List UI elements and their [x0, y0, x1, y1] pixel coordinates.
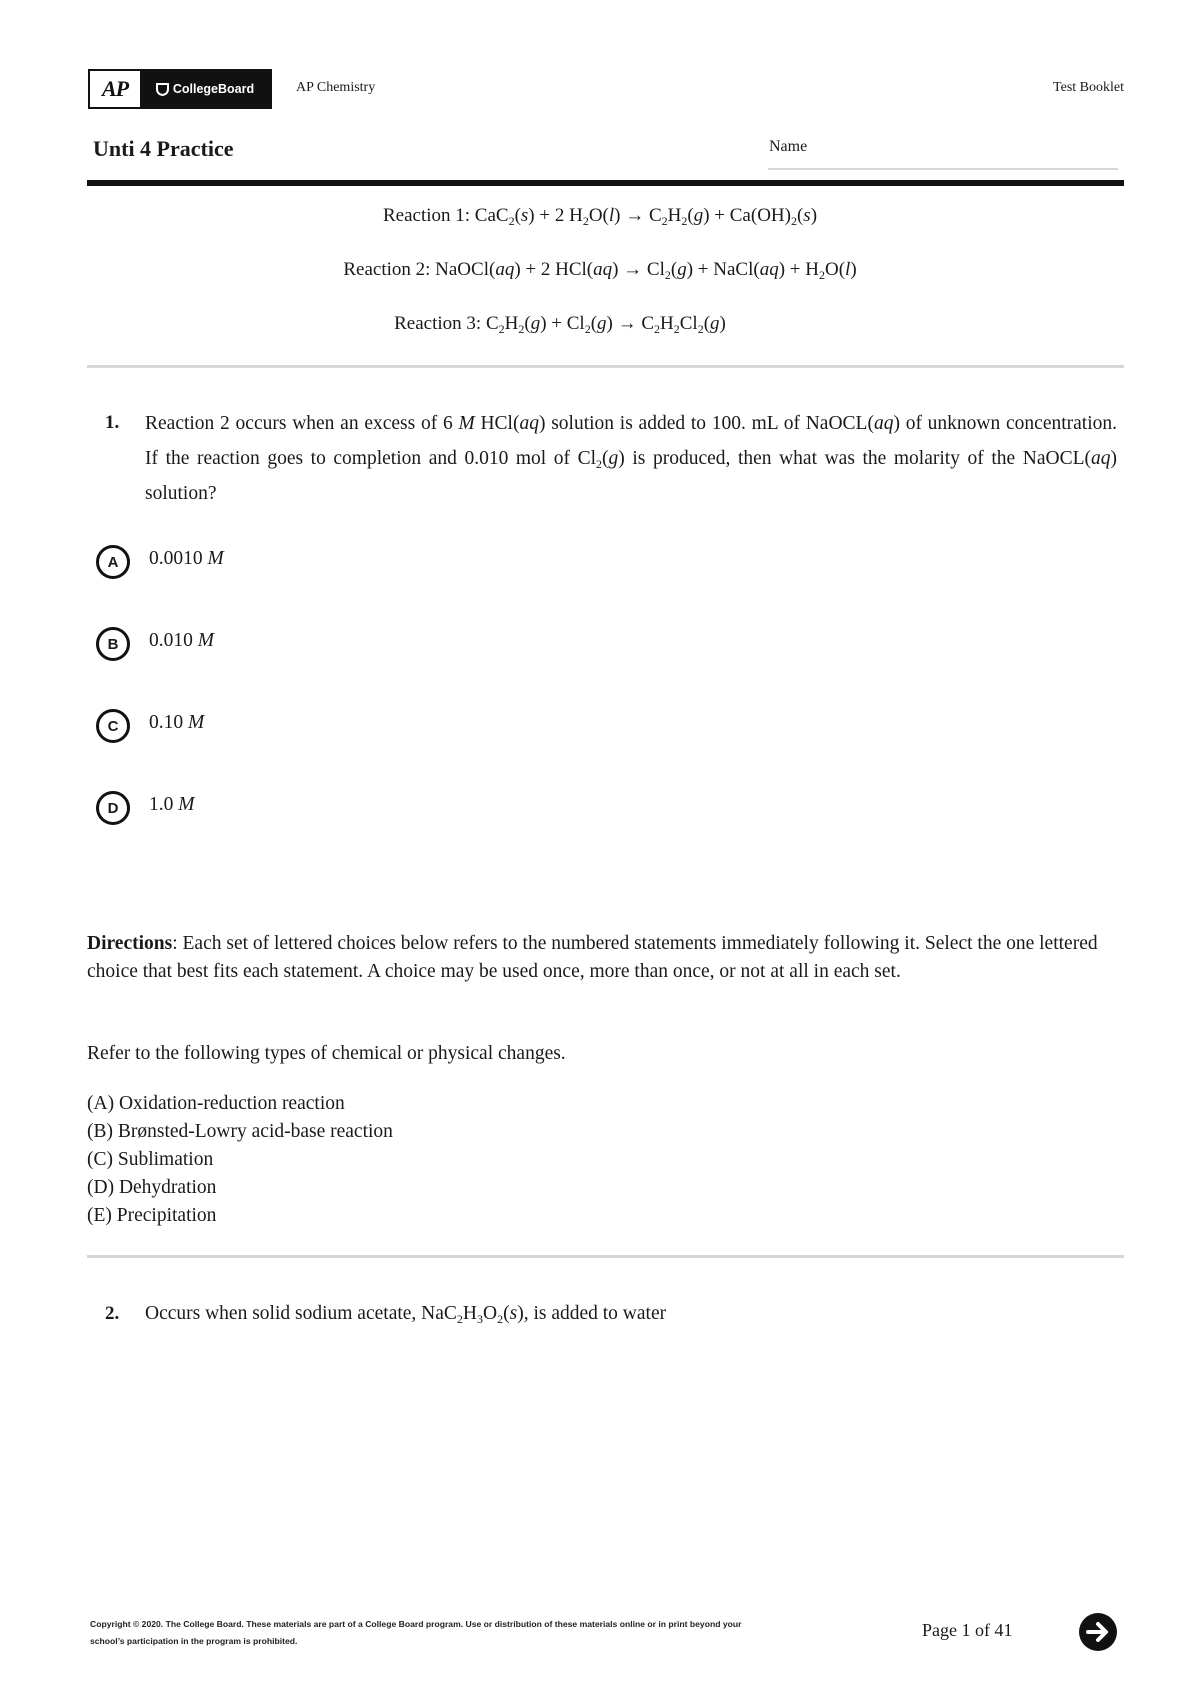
directions-text: : Each set of lettered choices below refers to the numbered statements immediately following it. Select the one lettered choice that best fits each statement. A choice may be used once, more than once, or not at all in each set.	[87, 933, 1098, 982]
option-b: (B) Brønsted-Lowry acid-base reaction	[87, 1121, 393, 1142]
question-2-text: Occurs when solid sodium acetate, $NaC_2H_3O_2(s)$, is added to water	[145, 1303, 667, 1326]
header-divider	[87, 180, 1124, 186]
option-c: (C) Sublimation	[87, 1149, 214, 1170]
section-divider	[87, 365, 1124, 368]
choice-a-text: 0.0010 M	[149, 548, 224, 569]
section-divider	[87, 1255, 1124, 1258]
name-label: Name	[769, 138, 808, 155]
choice-d-bubble[interactable]: D	[96, 791, 130, 825]
page-title: Unti 4 Practice	[93, 136, 234, 161]
question-2-number: 2.	[105, 1303, 120, 1324]
ap-collegeboard-logo	[88, 69, 272, 109]
booklet-label: Test Booklet	[1053, 80, 1124, 95]
option-a: (A) Oxidation-reduction reaction	[87, 1093, 345, 1114]
reaction-2-prefix: Reaction 2:	[343, 259, 436, 280]
copyright-notice	[90, 1616, 810, 1650]
collegeboard-wordmark	[140, 71, 270, 107]
course-name: AP Chemistry	[296, 80, 376, 95]
copyright-line-1: Copyright © 2020. The College Board. These materials are part of a College Board program. Use or distribution of these materials online or in print beyond your	[90, 1619, 742, 1629]
option-e: (E) Precipitation	[87, 1205, 217, 1226]
page-indicator: Page 1 of 41	[922, 1620, 1013, 1640]
reaction-3: Reaction 3: $C_2H_2(g) + Cl_2(g) \to C_2H_2Cl_2(g)$	[394, 313, 726, 336]
directions-label: Directions	[87, 933, 173, 954]
choice-d-text: 1.0 M	[149, 794, 195, 815]
reaction-1: Reaction 1: CaC$_2$(s) + 2 $H_2O(l) \to C_2H_2(g) + Ca(OH)_2(s)$	[382, 205, 818, 228]
reaction-2: Reaction 2: NaOCl(aq) + 2 $HCl(aq) \to Cl_2(g)$ + NaCl(aq) + $H_2O(l)$	[343, 259, 857, 282]
next-page-arrow-icon[interactable]	[1078, 1612, 1118, 1652]
reaction-3-prefix: Reaction 3:	[394, 313, 486, 334]
directions	[87, 930, 1124, 986]
option-d: (D) Dehydration	[87, 1177, 217, 1198]
choice-a-bubble[interactable]: A	[96, 545, 130, 579]
ap-logo-mark: AP	[90, 71, 140, 107]
name-field[interactable]	[768, 168, 1118, 170]
choice-c-bubble[interactable]: C	[96, 709, 130, 743]
refer-text: Refer to the following types of chemical or physical changes.	[87, 1043, 566, 1064]
acorn-icon	[156, 82, 169, 96]
reaction-1-prefix: Reaction 1:	[382, 205, 475, 226]
choice-b-bubble[interactable]: B	[96, 627, 130, 661]
collegeboard-text: CollegeBoard	[172, 82, 255, 96]
copyright-line-2: school’s participation in the program is prohibited.	[90, 1636, 298, 1646]
question-1-text: Reaction 2 occurs when an excess of 6 M HCl(aq) solution is added to 100. mL of NaOCL(aq) of unknown concentration. If the reaction goes to completion and 0.010 mol of $Cl_2(g)$ is produced, then what was the molarity of the NaOCL(aq) solution?	[145, 413, 1118, 504]
choice-b-text: 0.010 M	[149, 630, 214, 651]
choice-c-text: 0.10 M	[149, 712, 205, 733]
question-1-number: 1.	[105, 412, 120, 433]
